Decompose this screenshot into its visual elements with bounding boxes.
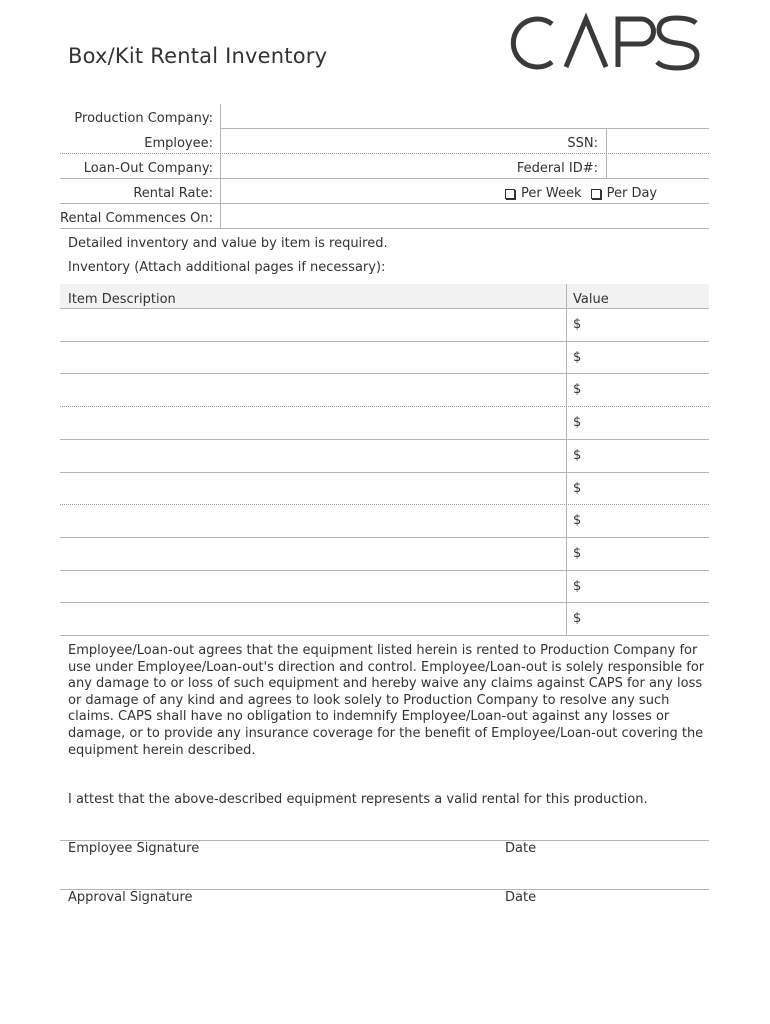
inventory-value-field[interactable]: [585, 410, 707, 432]
inventory-value-field[interactable]: [585, 508, 707, 530]
item-description-header: Item Description: [68, 292, 176, 307]
inventory-item-field[interactable]: [62, 541, 562, 563]
currency-symbol: $: [573, 611, 582, 627]
row-divider: [60, 537, 709, 538]
currency-symbol: $: [573, 317, 582, 332]
row-divider: [60, 602, 709, 603]
instructions-attach: Inventory (Attach additional pages if necessary):: [68, 260, 386, 275]
inventory-value-field[interactable]: [585, 541, 707, 563]
approval-signature-label: Approval Signature: [68, 890, 193, 905]
inventory-value-field[interactable]: [585, 345, 707, 367]
rental-rate-field[interactable]: [222, 181, 492, 203]
row-divider: [60, 472, 709, 473]
employee-signature-label: Employee Signature: [68, 841, 200, 856]
loan-out-company-label: Loan-Out Company:: [83, 161, 213, 176]
per-week-checkbox[interactable]: [505, 189, 515, 199]
per-week-option[interactable]: Per Week: [505, 186, 581, 201]
currency-symbol: $: [573, 415, 582, 431]
rate-period-options: [505, 186, 657, 203]
row-divider: [60, 373, 709, 374]
agreement-text: Employee/Loan-out agrees that the equipment listed herein is rented to Production Company for use under Employee/Loan-out's direction and control. Employee/Loan-out is solely responsible for any damage to or loss of such equipment and hereby waive any claims against CAPS for any loss or damage of any kind and agrees to look solely to Production Company to resolve any such claims. CAPS shall have no obligation to indemnify Employee/Loan-out against any losses or damage, or to provide any insurance coverage for the benefit of Employee/Loan-out covering the equipment herein described.: [68, 643, 705, 758]
approval-date-label: Date: [505, 890, 537, 905]
approval-date-field[interactable]: [500, 867, 708, 889]
row-divider: [60, 439, 709, 440]
inventory-item-field[interactable]: [62, 410, 562, 432]
inventory-item-field[interactable]: [62, 574, 562, 596]
currency-symbol: $: [573, 349, 582, 365]
employee-date-label: Date: [505, 841, 537, 856]
caps-logo: [506, 10, 702, 76]
rental-commences-label: Rental Commences On:: [60, 211, 213, 226]
per-day-checkbox[interactable]: [591, 189, 601, 199]
row-divider: [60, 341, 709, 342]
row-divider: [60, 635, 709, 636]
value-header: Value: [573, 292, 609, 307]
row-divider: [60, 570, 709, 571]
employee-field[interactable]: [222, 131, 522, 153]
rental-rate-label: Rental Rate:: [133, 186, 213, 201]
per-day-option[interactable]: Per Day: [591, 186, 658, 201]
row-divider: [60, 406, 709, 407]
rental-commences-field[interactable]: [222, 206, 708, 228]
loan-out-company-field[interactable]: [222, 156, 502, 178]
inventory-item-field[interactable]: [62, 312, 562, 334]
employee-label: Employee:: [144, 136, 213, 151]
inventory-item-field[interactable]: [62, 345, 562, 367]
ssn-field[interactable]: [608, 131, 708, 153]
currency-symbol: $: [573, 513, 582, 529]
inventory-item-field[interactable]: [62, 377, 562, 399]
inventory-item-field[interactable]: [62, 606, 562, 628]
inventory-value-field[interactable]: [585, 377, 707, 399]
currency-symbol: $: [573, 480, 582, 496]
row-divider: [60, 504, 709, 505]
federal-id-label: Federal ID#:: [516, 161, 598, 176]
inventory-value-field[interactable]: [585, 443, 707, 465]
approval-signature-field[interactable]: [60, 867, 490, 889]
inventory-item-field[interactable]: [62, 508, 562, 530]
inventory-value-field[interactable]: [585, 476, 707, 498]
inventory-item-field[interactable]: [62, 443, 562, 465]
page-title: Box/Kit Rental Inventory: [68, 44, 328, 68]
currency-symbol: $: [573, 382, 582, 398]
inventory-value-field[interactable]: [585, 606, 707, 628]
federal-id-field[interactable]: [608, 156, 708, 178]
inventory-value-field[interactable]: [585, 574, 707, 596]
instructions-required: Detailed inventory and value by item is required.: [68, 236, 388, 251]
production-company-field[interactable]: [222, 106, 708, 128]
attestation-text: I attest that the above-described equipment represents a valid rental for this production.: [68, 792, 648, 807]
currency-symbol: $: [573, 545, 582, 561]
inventory-value-field[interactable]: [585, 312, 707, 334]
currency-symbol: $: [573, 447, 582, 463]
currency-symbol: $: [573, 578, 582, 594]
ssn-label: SSN:: [567, 136, 598, 151]
employee-signature-field[interactable]: [60, 818, 490, 840]
employee-date-field[interactable]: [500, 818, 708, 840]
production-company-label: Production Company:: [74, 111, 213, 126]
inventory-item-field[interactable]: [62, 476, 562, 498]
